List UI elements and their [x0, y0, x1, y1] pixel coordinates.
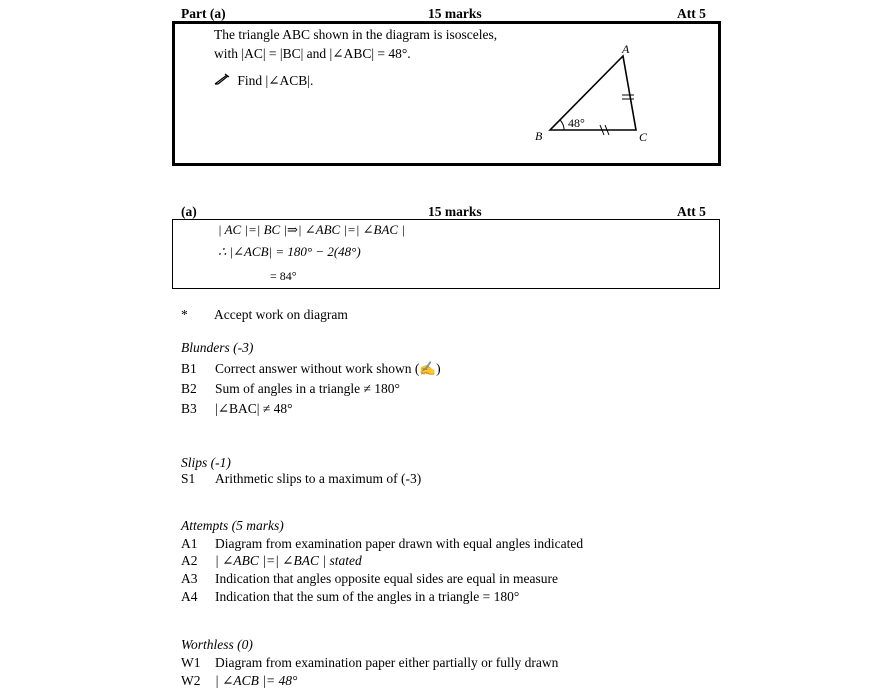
find-text: Find |∠ACB|.: [237, 73, 314, 88]
vertex-a-label: A: [622, 42, 630, 56]
blunders-heading: Blunders (-3): [181, 340, 254, 355]
list-item: S1 Arithmetic slips to a maximum of (-3): [181, 471, 422, 486]
note-star: *: [181, 307, 188, 322]
answer-line-1: | AC |=| BC |⇒| ∠ABC |=| ∠BAC |: [218, 222, 405, 237]
list-item: A1 Diagram from examination paper drawn with equal angles indicated: [181, 536, 584, 551]
list-item: A4 Indication that the sum of the angles in a triangle = 180°: [181, 589, 520, 604]
list-item: A3 Indication that angles opposite equal sides are equal in measure: [181, 571, 559, 586]
question-find: [214, 73, 313, 89]
list-item: A2 | ∠ABC |=| ∠BAC | stated: [181, 553, 362, 568]
attempt-label: Att 5: [677, 6, 706, 21]
list-item: W1 Diagram from examination paper either partially or fully drawn: [181, 655, 559, 670]
list-item: B3 |∠BAC| ≠ 48°: [181, 401, 293, 416]
answer-line-3: = 84°: [270, 269, 297, 283]
worthless-heading: Worthless (0): [181, 637, 253, 652]
note-text: Accept work on diagram: [214, 307, 348, 322]
triangle-abc: [550, 56, 636, 130]
list-item: W2 | ∠ACB |= 48°: [181, 673, 298, 688]
part-label: Part (a): [181, 6, 226, 21]
triangle-diagram: [530, 40, 660, 150]
question-line-1: The triangle ABC shown in the diagram is isosceles,: [214, 27, 498, 42]
answer-label: (a): [181, 204, 197, 219]
slips-heading: Slips (-1): [181, 455, 231, 470]
question-line-2: with |AC| = |BC| and |∠ABC| = 48°.: [214, 46, 411, 61]
answer-line-2: ∴ |∠ACB| = 180° − 2(48°): [218, 244, 361, 259]
list-item: B2 Sum of angles in a triangle ≠ 180°: [181, 381, 400, 396]
vertex-c-label: C: [639, 130, 648, 144]
marks-label: 15 marks: [428, 6, 482, 21]
answer-attempt: Att 5: [677, 204, 706, 219]
angle-b-label: 48°: [568, 116, 585, 130]
angle-arc-b: [560, 120, 564, 130]
list-item: B1 Correct answer without work shown (✍): [181, 361, 441, 376]
attempts-heading: Attempts (5 marks): [181, 518, 284, 533]
vertex-b-label: B: [535, 129, 543, 143]
answer-marks: 15 marks: [428, 204, 482, 219]
pencil-icon: [214, 73, 234, 89]
